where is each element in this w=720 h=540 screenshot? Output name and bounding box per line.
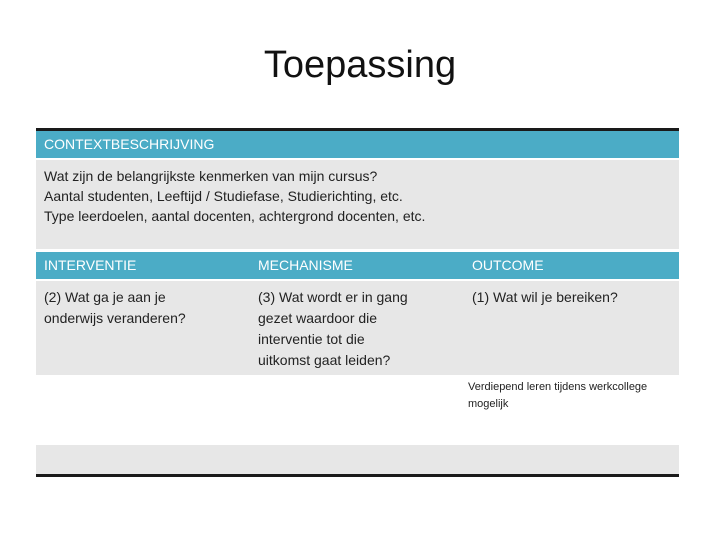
empty-row (36, 445, 679, 475)
outcome-note (464, 375, 679, 445)
cell-outcome (464, 281, 679, 375)
header-interventie: INTERVENTIE (44, 257, 137, 273)
table-bottom-border (36, 474, 679, 477)
context-header: CONTEXTBESCHRIJVING (36, 131, 679, 160)
cell-line: (3) Wat wordt er in gang (258, 289, 408, 305)
note-row (36, 375, 679, 445)
cell-line: onderwijs veranderen? (44, 310, 186, 326)
column-header-row (36, 252, 679, 281)
cell-line: (1) Wat wil je bereiken? (472, 289, 618, 305)
cmo-table (36, 128, 679, 475)
context-body (36, 160, 679, 249)
cell-interventie (36, 281, 250, 375)
note-line: Verdiepend leren tijdens werkcollege (468, 381, 648, 393)
cell-line: uitkomst gaat leiden? (258, 352, 391, 368)
column-body-row (36, 281, 679, 375)
cell-line: gezet waardoor die (258, 310, 378, 326)
cell-mechanisme (250, 281, 464, 375)
cell-line: (2) Wat ga je aan je (44, 289, 166, 305)
context-line: Wat zijn de belangrijkste kenmerken van mijn cursus? (44, 168, 378, 184)
header-mechanisme: MECHANISME (258, 257, 353, 273)
header-outcome: OUTCOME (472, 257, 544, 273)
note-line: mogelijk (468, 398, 509, 410)
cell-line: interventie tot die (258, 331, 365, 347)
context-line: Aantal studenten, Leeftijd / Studiefase, Studierichting, etc. (44, 188, 403, 204)
context-line: Type leerdoelen, aantal docenten, achtergrond docenten, etc. (44, 208, 426, 224)
slide-title: Toepassing (263, 44, 457, 86)
